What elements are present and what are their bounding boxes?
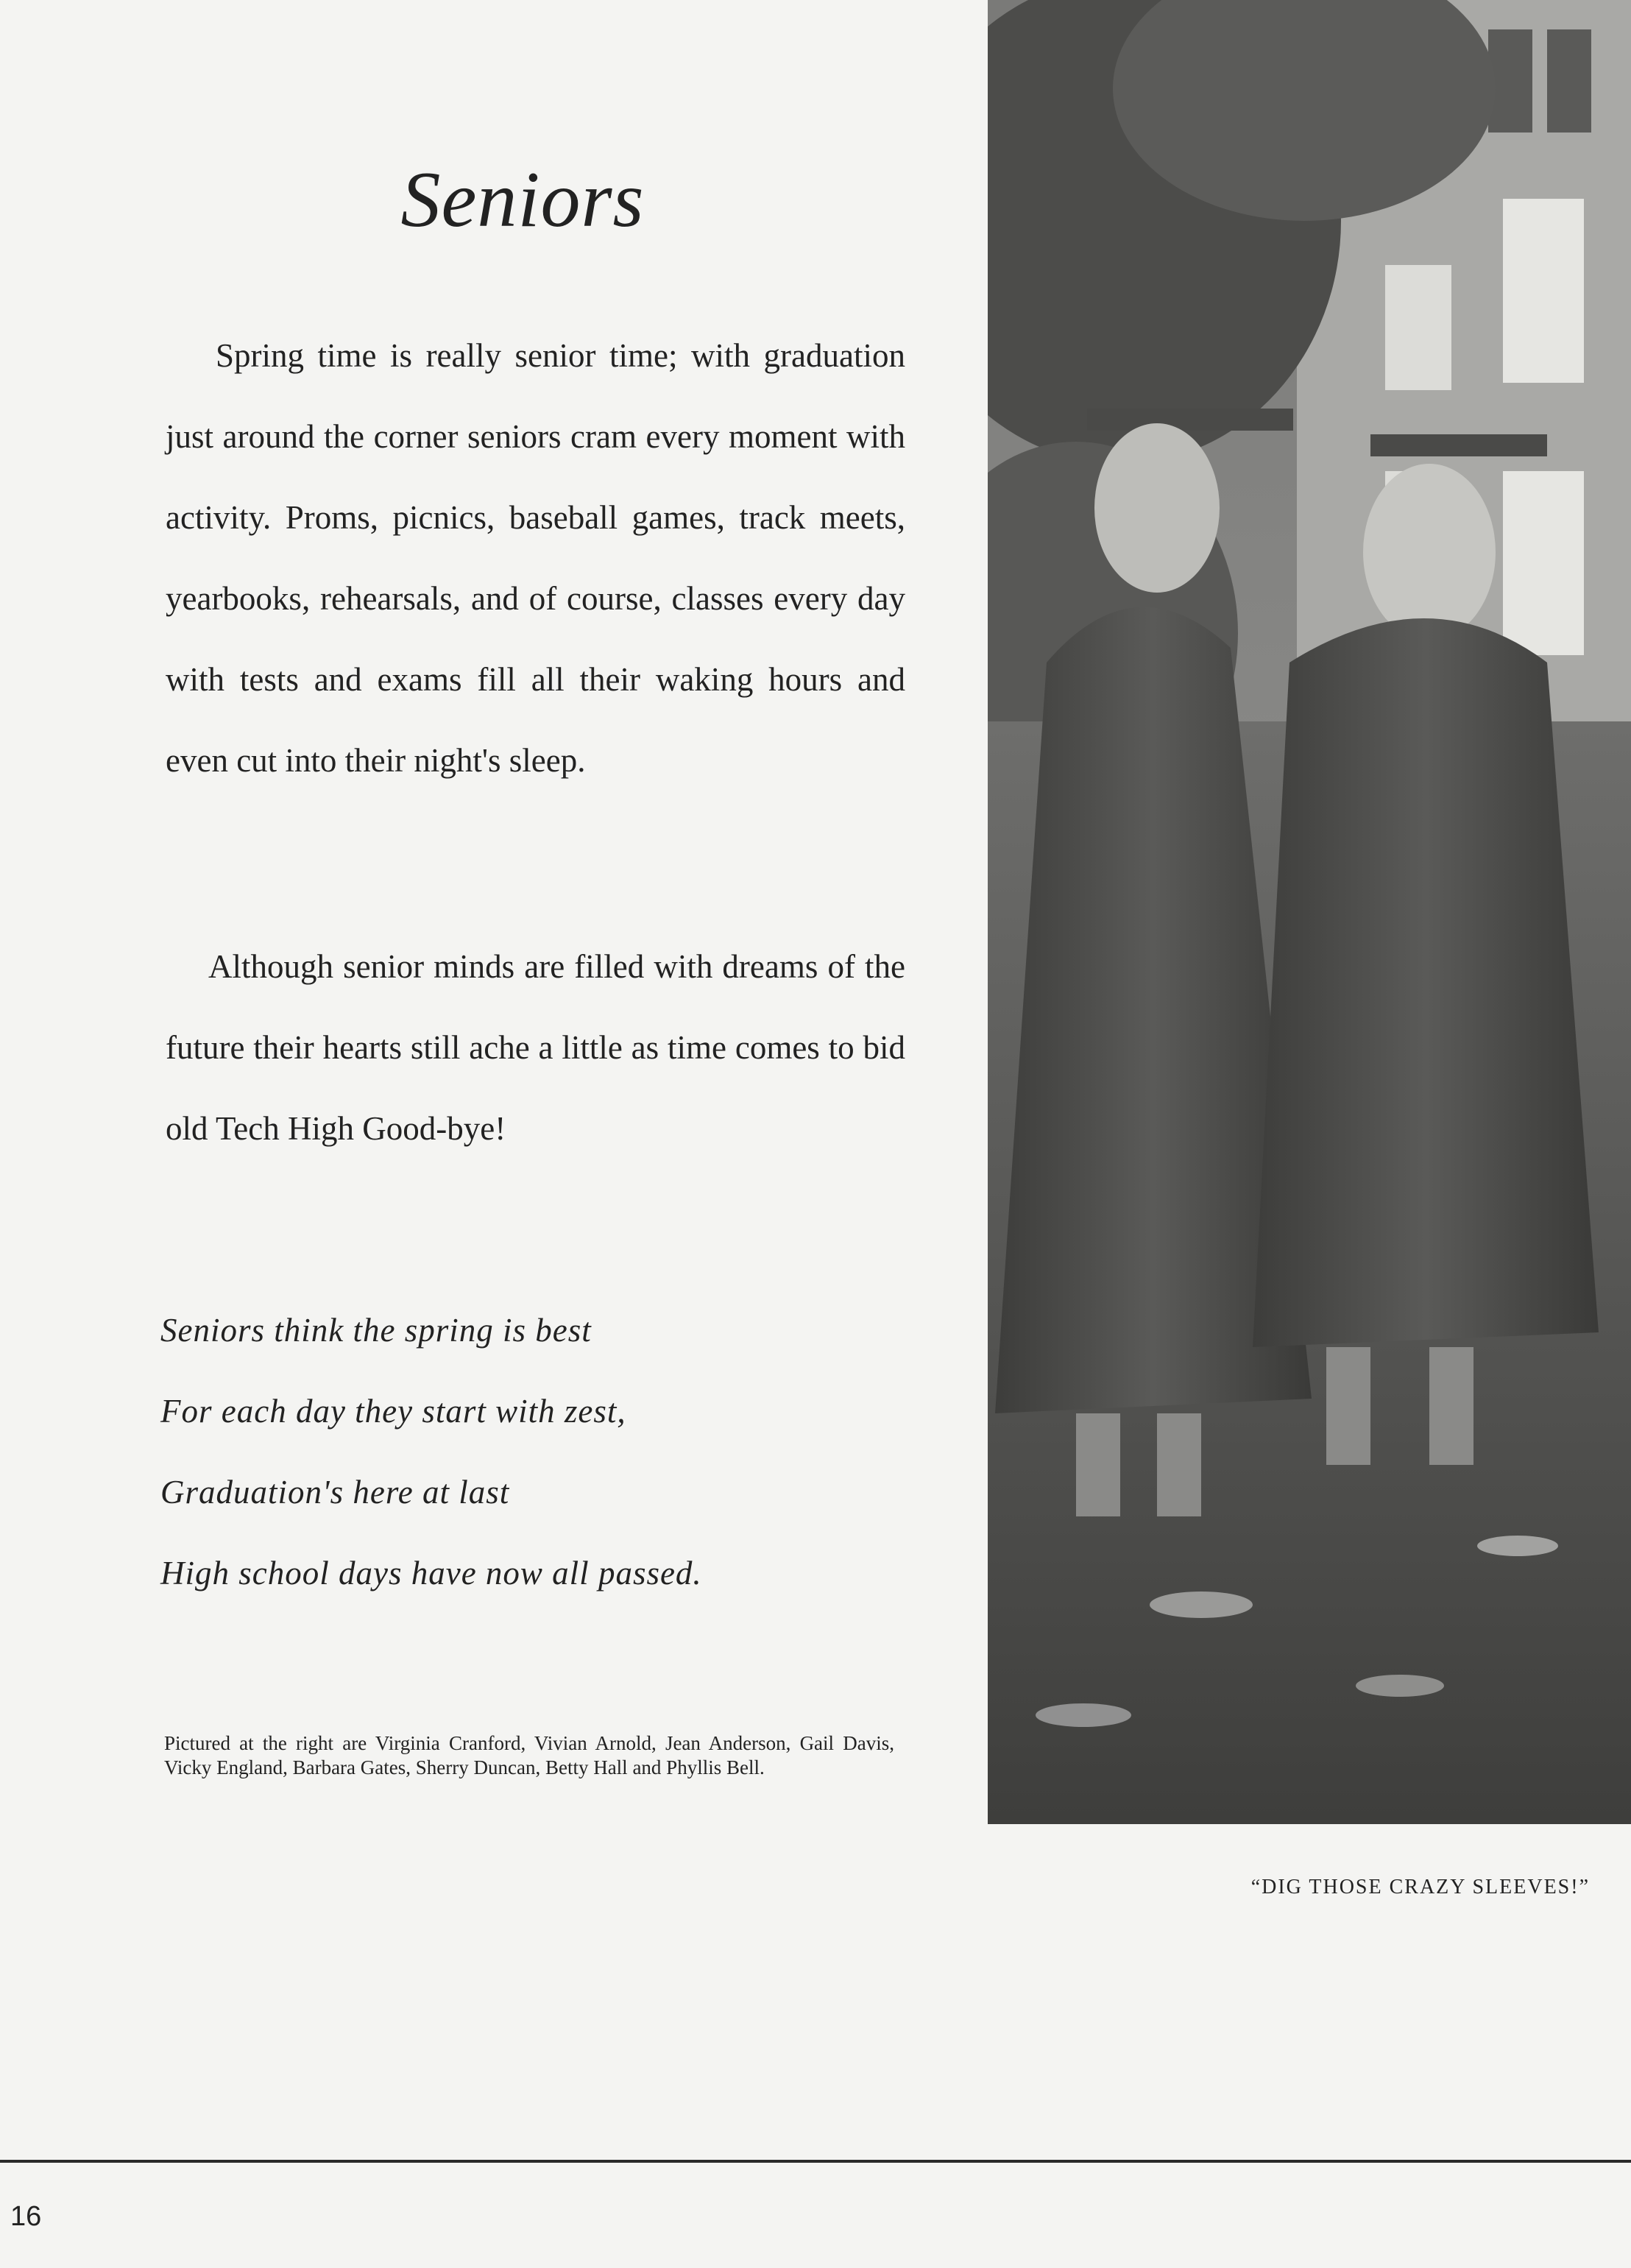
closing-paragraph: Although senior minds are filled with dreams of the future their hearts still ache a little as time comes to bid old Tech High Good-bye! [166,948,905,1147]
poem-line: Seniors think the spring is best [160,1312,592,1349]
names-caption: Pictured at the right are Virginia Cranford, Vivian Arnold, Jean Anderson, Gail Davis, Vicky England, Barbara Gates, Sherry Duncan, Betty Hall and Phyllis Bell. [164,1732,894,1778]
poem-line: High school days have now all passed. [160,1555,702,1592]
page-number: 16 [10,2201,42,2232]
poem-line: Graduation's here at last [160,1474,510,1511]
poem [160,1290,896,1614]
seniors-photo [988,0,1631,1824]
photo-caption: “DIG THOSE CRAZY SLEEVES!” [1250,1876,1590,1898]
page-title: Seniors [400,156,645,244]
intro-paragraph: Spring time is really senior time; with graduation just around the corner seniors cram every moment with activity. Proms, picnics, baseball games, track meets, yearbooks, rehearsals, and of course, classes every day with tests and exams fill all their waking hours and even cut into their night's sleep. [166,337,905,779]
footer-rule [0,2160,1631,2163]
poem-line: For each day they start with zest, [160,1393,626,1430]
